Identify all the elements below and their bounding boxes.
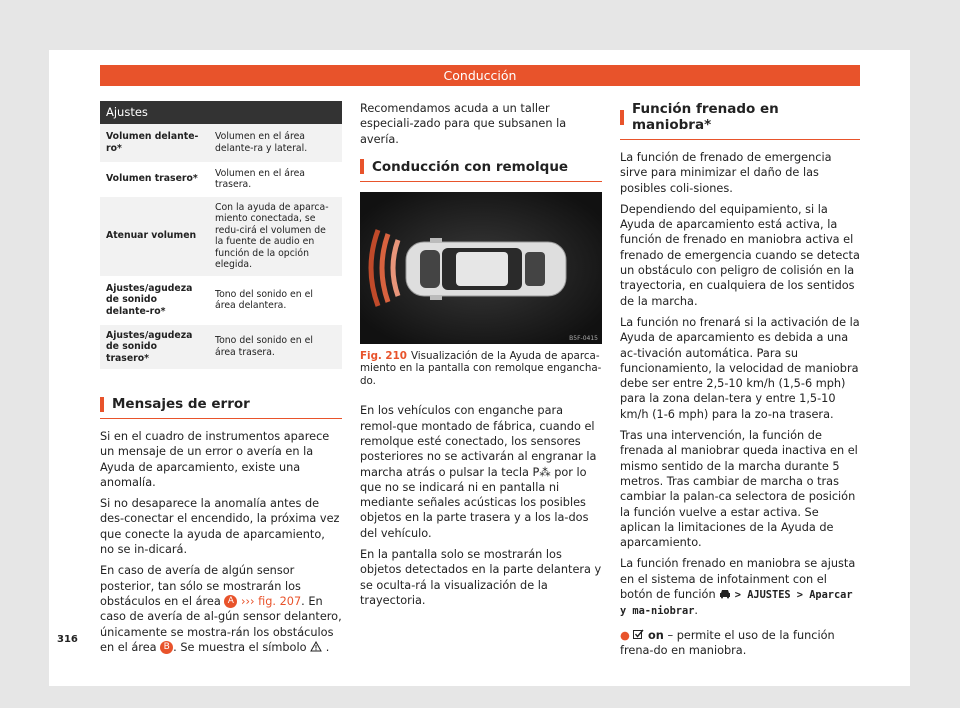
car-menu-icon [719, 588, 735, 601]
trailer-heading [360, 159, 602, 182]
section-header: Conducción [100, 65, 860, 86]
braking-heading [620, 101, 860, 140]
page-number: 316 [57, 634, 78, 645]
braking-paragraph-5-end: . [694, 604, 698, 618]
error-paragraph-2: Si no desaparece la anomalía antes de des-conectar el encendido, la próxima vez que conecte la ayuda de aparcamiento, no se in-dicará. [100, 497, 340, 557]
braking-paragraph-5 [620, 556, 860, 619]
menu-path: > AJUSTES > Aparcar y ma-niobrar [620, 589, 853, 618]
table-value: Volumen en el área trasera. [209, 162, 342, 196]
error-paragraph-3-c: . Se muestra el símbolo [173, 640, 307, 654]
area-b-label: B [160, 641, 173, 654]
bullet-text: – permite el uso de la función frena-do en maniobra. [620, 628, 835, 657]
bullet-item [620, 628, 860, 659]
error-paragraph-3-b: . En caso de avería de al-gún sensor delantero, únicamente se mostra-rán los obstáculos en el área [100, 594, 342, 654]
trailer-paragraph-2: En la pantalla solo se mostrarán los objetos detectados en la parte delantera y se oculta-rá la visualización de la trayectoria. [360, 548, 602, 607]
table-row [100, 196, 342, 276]
bullet-dot-icon: ● [620, 628, 630, 642]
table-key: Ajustes/agudeza de sonido trasero* [100, 324, 209, 370]
fig-207-link[interactable]: ››› fig. 207 [240, 594, 302, 608]
braking-paragraph-5-a: La función frenado en maniobra se ajusta en el sistema de infotainment con el botón de función [620, 557, 856, 602]
column-right [620, 101, 860, 664]
parking-display-figure [360, 192, 602, 344]
error-paragraph-3: En caso de avería de algún sensor posterior, tan sólo se mostrarán los obstáculos en el área A ››› fig. 207. En caso de avería de al-gún sensor delantero, únicamente se mostra-rán los obstáculos en el área B . Se muestra el símbolo . [100, 564, 342, 654]
intro-paragraph: Recomendamos acuda a un taller especiali-zado para que subsanen la avería. [360, 102, 567, 146]
table-row [100, 162, 342, 196]
settings-table-title: Ajustes [100, 101, 342, 124]
bullet-key: on [648, 628, 664, 642]
trailer-heading-text: Conducción con remolque [372, 158, 569, 175]
figure-number: Fig. 210 [360, 349, 407, 362]
settings-table [100, 101, 342, 370]
table-key: Atenuar volumen [100, 196, 209, 276]
table-value: Tono del sonido en el área delantera. [209, 276, 342, 324]
checkbox-icon [633, 629, 648, 642]
braking-paragraph-4: Tras una intervención, la función de frenada al maniobrar queda inactiva en el mismo sentido de la marcha durante 5 metros. Tras cambiar de marcha o tras cambiar la palan-ca selectora de posición la función vuelve a estar activa. Se aplican la limitaciones de la Ayuda de aparcamiento. [620, 429, 858, 550]
column-middle [360, 101, 602, 614]
figure-caption-text: Visualización de la Ayuda de aparca-miento en la pantalla con remolque engancha-do. [360, 349, 602, 387]
car-top-view-icon [360, 192, 602, 344]
table-row [100, 324, 342, 370]
figure-caption [360, 350, 602, 388]
table-row [100, 276, 342, 324]
braking-heading-text: Función frenado en maniobra* [631, 101, 779, 133]
table-key: Volumen trasero* [100, 162, 209, 196]
heading-bar [360, 159, 364, 174]
figure-code: B5F-0415 [569, 334, 598, 342]
braking-paragraph-1: La función de frenado de emergencia sirve para minimizar el daño de las posibles coli-siones. [620, 151, 832, 195]
error-paragraph-3-a: En caso de avería de algún sensor posterior, tan sólo se mostrarán los obstáculos en el área [100, 564, 301, 608]
table-key: Ajustes/agudeza de sonido delante-ro* [100, 276, 209, 324]
braking-paragraph-2: Dependiendo del equipamiento, si la Ayuda de aparcamiento está activa, la función de frenado en maniobra activa el frenado de emergencia cuando se detecta un obstáculo con peligro de colisión en la trayectoria, en cualquiera de los sentidos de la marcha. [620, 202, 860, 308]
warning-triangle-icon [310, 641, 326, 654]
heading-bar [620, 110, 624, 125]
heading-bar [100, 397, 104, 412]
error-heading [100, 396, 342, 419]
braking-paragraph-3: La función no frenará si la activación de la Ayuda de aparcamiento es debida a una ac-tivación automática. Para su funcionamiento, la velocidad de maniobra debe ser entre 2,5-10 km/h (1,5-6 mph) para la zona delan-tera y entre 1,5-10 km/h (1-6 mph) para la zo-na trasera. [620, 315, 860, 421]
table-key: Volumen delante-ro* [100, 124, 209, 162]
column-left [100, 101, 342, 661]
table-row [100, 124, 342, 162]
table-value: Volumen en el área delante-ra y lateral. [209, 124, 342, 162]
table-value: Con la ayuda de aparca-miento conectada, se redu-cirá el volumen de la fuente de audio en función de la opción elegida. [209, 196, 342, 276]
table-value: Tono del sonido en el área trasera. [209, 324, 342, 370]
trailer-paragraph-1: En los vehículos con enganche para remol-que montado de fábrica, cuando el remolque esté conectado, los sensores posteriores no se activarán al engranar la marcha atrás o pulsar la tecla P⁂ por lo que no se indicará ni en pantalla ni mediante señales acústicas los posibles objetos en la parte trasera y a los la-dos del vehículo. [360, 404, 597, 540]
error-paragraph-1: Si en el cuadro de instrumentos aparece un mensaje de un error o avería en la Ayuda de aparcamiento, existe una anomalía. [100, 430, 330, 489]
area-a-label: A [224, 595, 237, 608]
error-heading-text: Mensajes de error [112, 396, 250, 412]
